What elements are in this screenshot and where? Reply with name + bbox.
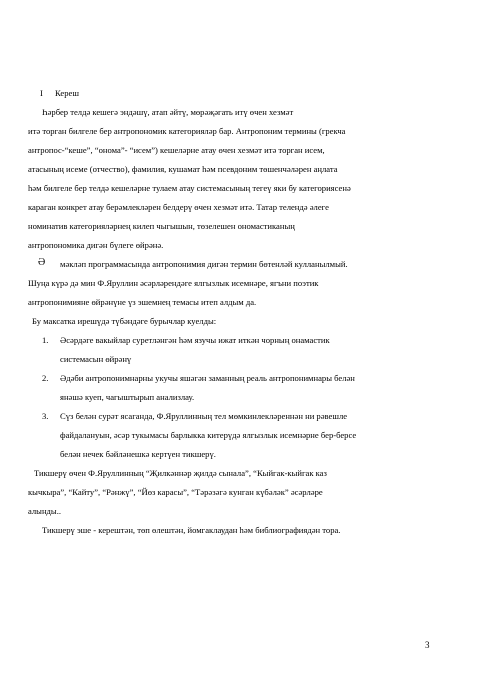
list-number: 1. <box>42 335 49 345</box>
list-item-line: Сүз белән сурәт ясаганда, Ф.Яруллинның тел мөмкинлекләреннән ни рәвешле <box>60 411 348 421</box>
paragraph-line: Шуңа күрә дә мин Ф.Яруллин әсәрләрендәге ялгызлык исемнәре, ягъни поэтик <box>28 278 319 288</box>
paragraph-line: Һәрбер телдә кешегә эндәшү, атап әйтү, мөрәҗәгать итү өчен хезмәт <box>42 107 294 117</box>
page-number: 3 <box>425 640 430 650</box>
paragraph-line: антропонимияне өйрәнүне үз эшемнең темасы итеп алдым да. <box>28 297 257 307</box>
paragraph-line: Тикшерү өчен Ф.Яруллинның “Җилкәннәр җилдә сынала”, “Кыйгак-кыйгак каз <box>34 468 327 478</box>
schwa-mark: Ә <box>38 257 46 268</box>
paragraph-line: антропос-“кеше”, “онома”- “исем”) кешеләрне атау өчен хезмәт итә торган исем, <box>28 145 325 155</box>
paragraph-line: Бу максатка ирешүдә түбәндәге бурычлар куелды: <box>32 316 217 326</box>
list-item-line: Әдәби антропонимнарны укучы яшәгән заманның реаль антропонимнары белән <box>60 373 355 383</box>
paragraph-line: алынды.. <box>28 506 61 516</box>
list-number: 2. <box>42 373 49 383</box>
paragraph-line: Тикшерү эше - керештән, төп өлештән, йомгаклаудан һәм библиографиядән тора. <box>42 525 341 535</box>
heading-title: Кереш <box>55 88 79 98</box>
paragraph-line: караган конкрет атау берәмлекләрен белдерү өчен хезмәт итә. Татар телендә әлеге <box>28 202 329 212</box>
paragraph-line: атасының исеме (отчество), фамилия, кушамат һәм псевдоним төшенчәләрен аңлата <box>28 164 338 174</box>
paragraph-line: итә торган билгеле бер антропономик категорияләр бар. Антропоним термины (грекча <box>28 126 346 136</box>
list-item-line: файдалануын, әсәр тукымасы барлыкка китерүдә ялгызлык исемнәрне бер-берсе <box>60 430 357 440</box>
heading-number: I <box>40 88 43 98</box>
list-item-line: системасын өйрәнү <box>60 354 132 364</box>
paragraph-line: мәкләп программасында антропонимия дигән термин бөтенләй кулланылмый. <box>60 259 348 269</box>
list-item-line: белән нечек бәйләнешкә кертүен тикшерү. <box>60 449 216 459</box>
paragraph-line: номинатив категорияләрнең килеп чыгышын, төзелешен ономастиканың <box>28 221 295 231</box>
list-item-line: янәшә куеп, чагыштырып анализлау. <box>60 392 195 402</box>
list-number: 3. <box>42 411 49 421</box>
paragraph-line: һәм билгеле бер телдә кешеләрне тулаем атау системасының тегеү яки бу категориясенә <box>28 183 351 193</box>
list-item-line: Әсәрдәге вакыйлар суретләнгән һәм язучы ижат иткән чорның онамастик <box>60 335 330 345</box>
paragraph-line: антропономика дигән бүлеге өйрәнә. <box>28 240 164 250</box>
paragraph-line: кычкыра”, “Кайту”, “Рәнжү”, “Йөз карасы”, “Тәрәзәгә кунган күбәләк” әсәрләре <box>28 487 323 497</box>
